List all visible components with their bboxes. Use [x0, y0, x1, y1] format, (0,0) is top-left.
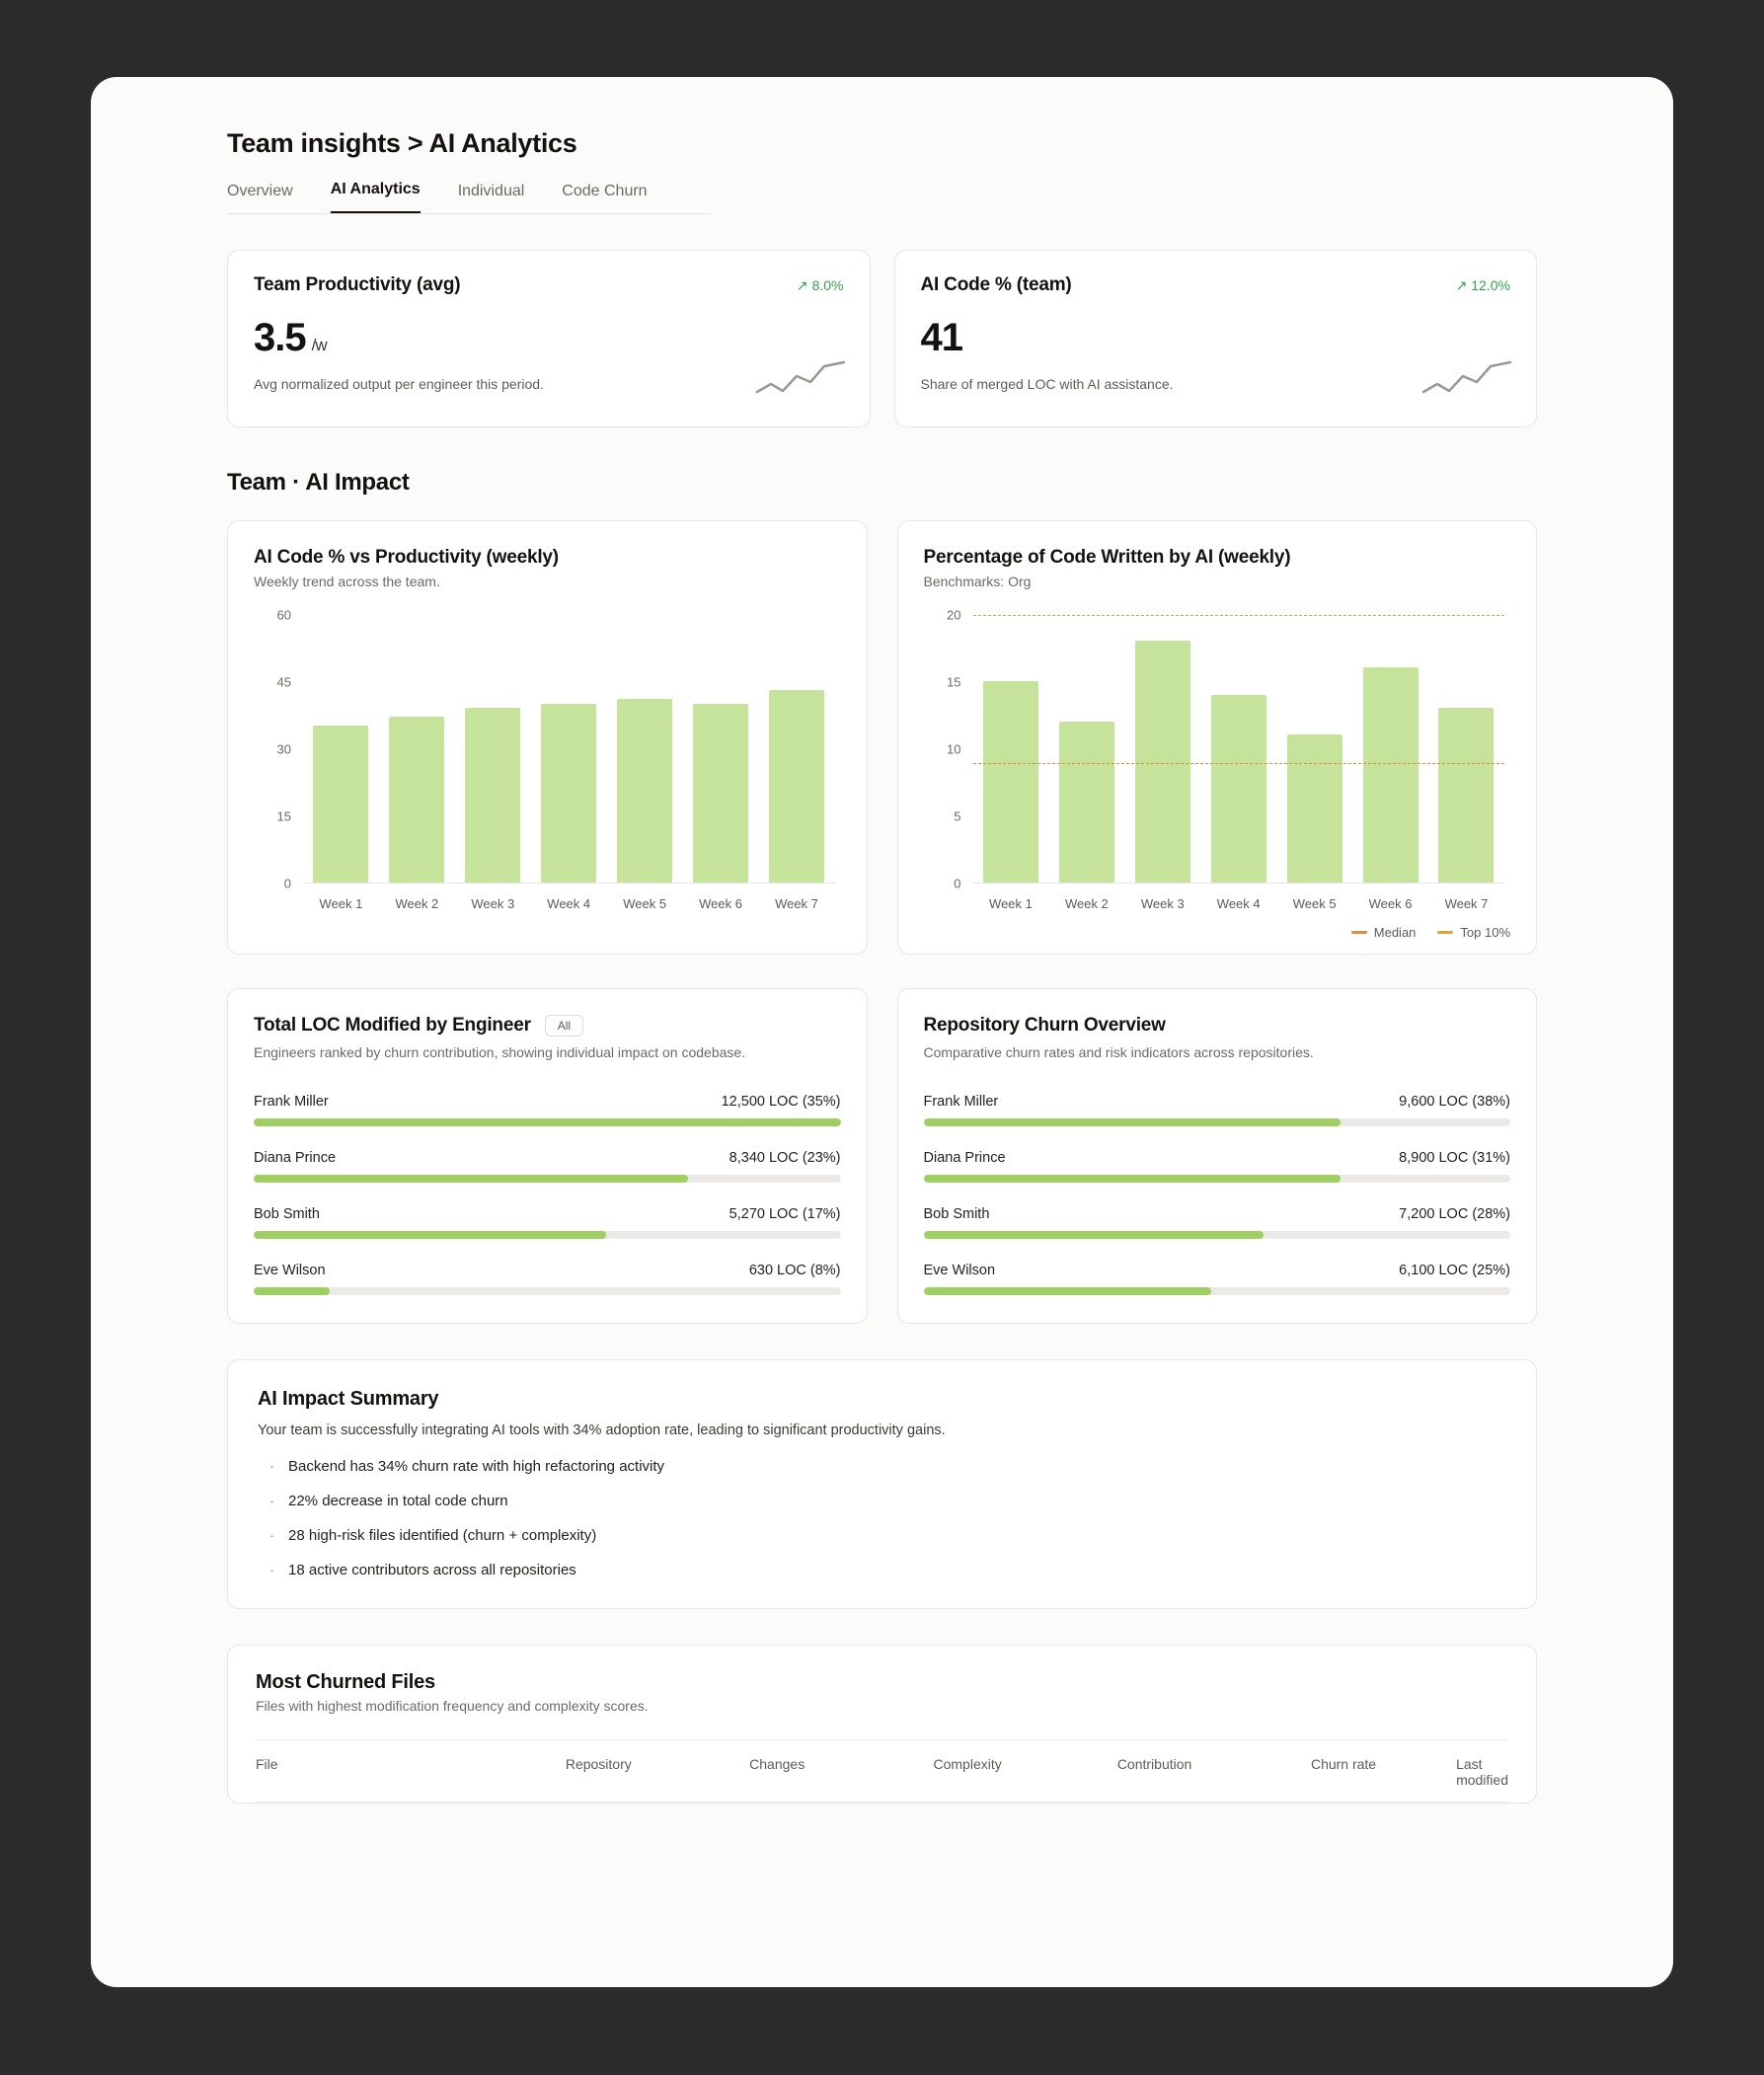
progress-fill [254, 1231, 606, 1239]
list-item-name: Eve Wilson [923, 1263, 996, 1278]
filter-chip-all[interactable]: All [545, 1015, 583, 1037]
list-item[interactable] [254, 1094, 841, 1126]
benchmark-line [973, 763, 1505, 764]
tab-bar [227, 181, 711, 214]
list-item-line [254, 1150, 841, 1166]
bar[interactable] [541, 704, 596, 883]
bar-column[interactable] [303, 615, 379, 883]
table-column-header[interactable]: Complexity [933, 1756, 1002, 1772]
y-axis-tick: 15 [276, 808, 291, 824]
kpi-value: 3.5 [254, 316, 306, 359]
list-item-name: Eve Wilson [254, 1263, 326, 1278]
list-item-line [254, 1094, 841, 1110]
section-title: Team · AI Impact [227, 469, 410, 496]
kpi-delta [797, 277, 844, 294]
legend-label: Top 10% [1460, 925, 1510, 940]
legend-item[interactable] [1351, 925, 1417, 940]
kpi-value: 41 [920, 316, 962, 359]
summary-bullet-text: Backend has 34% churn rate with high refactoring activity [288, 1458, 665, 1475]
ai-impact-summary-card [227, 1359, 1537, 1609]
kpi-subtitle: Share of merged LOC with AI assistance. [920, 376, 1174, 392]
kpi-header [254, 274, 844, 296]
bar[interactable] [1135, 641, 1190, 883]
loc-title: Total LOC Modified by Engineer [254, 1015, 531, 1036]
list-item-value: 8,900 LOC (31%) [1399, 1150, 1510, 1166]
summary-bullet [258, 1493, 1506, 1509]
most-churned-files-card [227, 1645, 1537, 1804]
y-axis-tick: 5 [954, 808, 961, 824]
list-item[interactable] [254, 1263, 841, 1295]
bar[interactable] [1287, 734, 1342, 883]
y-axis-tick: 20 [947, 607, 961, 623]
bar-column[interactable] [1276, 615, 1352, 883]
loc-list [924, 1094, 1511, 1295]
tab-overview[interactable]: Overview [227, 183, 293, 199]
bullet-dot-icon: · [269, 1527, 274, 1544]
bar[interactable] [1438, 708, 1494, 883]
bar-column[interactable] [531, 615, 607, 883]
table-wrap [91, 1645, 1673, 1804]
table-column-header[interactable]: Repository [565, 1756, 632, 1772]
page-title: Team insights > AI Analytics [227, 128, 577, 158]
y-axis-tick: 0 [283, 876, 291, 891]
progress-fill [254, 1287, 330, 1295]
kpi-delta-value: 8.0% [811, 277, 844, 293]
x-axis-label: Week 6 [1368, 896, 1413, 911]
kpi-title: Team Productivity (avg) [254, 274, 461, 295]
x-axis-label: Week 3 [1140, 896, 1185, 911]
x-axis-label: Week 2 [1064, 896, 1109, 911]
chart-plot-area [254, 607, 841, 921]
progress-track [254, 1175, 841, 1183]
legend-swatch-icon [1437, 931, 1453, 934]
progress-fill [924, 1231, 1265, 1239]
list-item-line [924, 1206, 1511, 1222]
bar-column[interactable] [759, 615, 835, 883]
kpi-value-block [921, 316, 1511, 360]
tab-code-churn[interactable]: Code Churn [562, 183, 648, 199]
loc-subtitle: Engineers ranked by churn contribution, showing individual impact on codebase. [254, 1044, 746, 1060]
progress-fill [924, 1287, 1211, 1295]
x-axis-label: Week 1 [319, 896, 363, 911]
y-axis-tick: 0 [954, 876, 961, 891]
summary-bullet-text: 22% decrease in total code churn [288, 1493, 508, 1509]
list-item[interactable] [254, 1150, 841, 1183]
legend-item[interactable] [1437, 925, 1510, 940]
kpi-card-ai-code-pct [894, 250, 1538, 427]
list-item-name: Diana Prince [923, 1150, 1006, 1166]
x-axis-label: Week 6 [699, 896, 742, 911]
kpi-card-team-productivity [227, 250, 871, 427]
list-item-name: Frank Miller [923, 1094, 999, 1110]
list-item[interactable] [924, 1206, 1511, 1239]
tab-individual[interactable]: Individual [457, 183, 525, 199]
bar-group [303, 615, 835, 884]
bar[interactable] [769, 690, 824, 883]
loc-row [91, 988, 1673, 1324]
x-axis-label: Week 3 [471, 896, 515, 911]
list-item-name: Frank Miller [254, 1094, 329, 1110]
app-window [91, 77, 1673, 1987]
summary-title: AI Impact Summary [258, 1388, 439, 1410]
x-axis-label: Week 7 [1444, 896, 1489, 911]
x-axis-label: Week 7 [775, 896, 818, 911]
summary-bullet [258, 1458, 1506, 1475]
table-header-row [256, 1739, 1508, 1803]
kpi-value-block [254, 316, 844, 360]
summary-bullets [258, 1458, 1506, 1578]
kpi-title: AI Code % (team) [920, 274, 1072, 295]
table-title: Most Churned Files [256, 1671, 435, 1693]
summary-bullet-text: 18 active contributors across all repositories [288, 1562, 576, 1578]
bar-column[interactable] [683, 615, 759, 883]
y-axis [254, 607, 299, 891]
kpi-unit: /w [311, 336, 327, 354]
table-column-header[interactable]: File [256, 1756, 278, 1772]
chart-card-pct-code-written-by-ai [897, 520, 1538, 955]
loc-list [254, 1094, 841, 1295]
bar[interactable] [1059, 722, 1114, 883]
chart-subtitle: Weekly trend across the team. [254, 574, 440, 589]
bullet-dot-icon: · [269, 1458, 274, 1475]
chart-card-ai-code-vs-productivity [227, 520, 868, 955]
progress-track [254, 1118, 841, 1126]
x-axis-labels [973, 896, 1505, 911]
y-axis-tick: 60 [276, 607, 291, 623]
trend-up-icon: ↗ [1455, 276, 1468, 293]
x-axis-label: Week 5 [1292, 896, 1337, 911]
y-axis-tick: 45 [276, 674, 291, 690]
chart-row [91, 520, 1673, 955]
x-axis-label: Week 5 [623, 896, 667, 911]
table-column-header[interactable]: Changes [749, 1756, 805, 1772]
sparkline-icon [1421, 358, 1512, 405]
loc-title: Repository Churn Overview [923, 1015, 1166, 1036]
kpi-delta [1456, 277, 1510, 294]
loc-subtitle: Comparative churn rates and risk indicators across repositories. [923, 1044, 1314, 1060]
summary-bullet [258, 1562, 1506, 1578]
bar-column[interactable] [607, 615, 683, 883]
list-item-value: 12,500 LOC (35%) [721, 1094, 841, 1110]
chart-title: Percentage of Code Written by AI (weekly) [923, 547, 1291, 568]
y-axis-tick: 10 [947, 741, 961, 757]
list-item-value: 8,340 LOC (23%) [729, 1150, 841, 1166]
progress-fill [254, 1175, 688, 1183]
table-column-header[interactable]: Contribution [1116, 1756, 1192, 1772]
progress-track [254, 1287, 841, 1295]
list-item[interactable] [924, 1094, 1511, 1126]
summary-bullet [258, 1527, 1506, 1544]
loc-card-repository-churn [897, 988, 1538, 1324]
progress-fill [924, 1118, 1341, 1126]
progress-track [924, 1231, 1511, 1239]
x-axis-label: Week 1 [989, 896, 1033, 911]
page-header [91, 128, 1673, 214]
page-content [91, 77, 1673, 1987]
benchmark-line [973, 615, 1505, 616]
legend-label: Median [1373, 925, 1417, 940]
summary-wrap [91, 1359, 1673, 1609]
bar[interactable] [465, 708, 520, 883]
bar-group [973, 615, 1505, 884]
bar-column[interactable] [1048, 615, 1124, 883]
bar[interactable] [693, 704, 748, 883]
bar-column[interactable] [455, 615, 531, 883]
bar-column[interactable] [1200, 615, 1276, 883]
list-item-line [924, 1263, 1511, 1278]
summary-bullet-text: 28 high-risk files identified (churn + complexity) [288, 1527, 597, 1544]
x-axis-label: Week 4 [1216, 896, 1261, 911]
bar[interactable] [389, 717, 444, 883]
bar[interactable] [1363, 667, 1419, 883]
list-item-value: 6,100 LOC (25%) [1399, 1263, 1510, 1278]
sparkline-icon [755, 358, 846, 405]
table-subtitle: Files with highest modification frequency and complexity scores. [256, 1698, 649, 1714]
bar-column[interactable] [379, 615, 455, 883]
legend-swatch-icon [1351, 931, 1367, 934]
chart-subtitle: Benchmarks: Org [923, 574, 1032, 589]
table-column-header[interactable]: Churn rate [1310, 1756, 1377, 1772]
list-item-name: Diana Prince [254, 1150, 337, 1166]
list-item-value: 9,600 LOC (38%) [1399, 1094, 1510, 1110]
progress-track [254, 1231, 841, 1239]
progress-fill [254, 1118, 841, 1126]
progress-track [924, 1287, 1511, 1295]
section-header [91, 469, 1673, 497]
chart-legend [1351, 925, 1510, 940]
list-item[interactable] [924, 1263, 1511, 1295]
list-item-value: 5,270 LOC (17%) [729, 1206, 841, 1222]
bullet-dot-icon: · [269, 1562, 274, 1578]
bar[interactable] [1211, 695, 1266, 883]
y-axis [924, 607, 969, 891]
trend-up-icon: ↗ [796, 276, 808, 293]
list-item-value: 7,200 LOC (28%) [1399, 1206, 1510, 1222]
progress-fill [924, 1175, 1341, 1183]
list-item-name: Bob Smith [923, 1206, 990, 1222]
list-item-line [254, 1206, 841, 1222]
x-axis-label: Week 4 [547, 896, 591, 911]
y-axis-tick: 30 [276, 741, 291, 757]
summary-lead: Your team is successfully integrating AI tools with 34% adoption rate, leading to significant productivity gains. [258, 1422, 946, 1438]
kpi-header [921, 274, 1511, 296]
bar-column[interactable] [1428, 615, 1504, 883]
loc-header [924, 1015, 1511, 1037]
chart-title: AI Code % vs Productivity (weekly) [254, 547, 559, 568]
list-item-value: 630 LOC (8%) [748, 1263, 841, 1278]
loc-header [254, 1015, 841, 1037]
y-axis-tick: 15 [947, 674, 961, 690]
chart-plot-area [924, 607, 1511, 921]
list-item[interactable] [254, 1206, 841, 1239]
list-item[interactable] [924, 1150, 1511, 1183]
kpi-row [91, 250, 1673, 427]
bar[interactable] [617, 699, 672, 883]
progress-track [924, 1175, 1511, 1183]
list-item-line [924, 1094, 1511, 1110]
kpi-delta-value: 12.0% [1471, 277, 1510, 293]
tab-ai-analytics[interactable]: AI Analytics [331, 181, 421, 213]
table-column-header[interactable]: Last modified [1456, 1756, 1508, 1788]
loc-card-engineers [227, 988, 868, 1324]
x-axis-label: Week 2 [395, 896, 439, 911]
bar-column[interactable] [1124, 615, 1200, 883]
bar[interactable] [313, 726, 368, 883]
kpi-subtitle: Avg normalized output per engineer this period. [254, 376, 544, 392]
list-item-line [924, 1150, 1511, 1166]
bar-column[interactable] [973, 615, 1049, 883]
list-item-line [254, 1263, 841, 1278]
bar-column[interactable] [1352, 615, 1428, 883]
x-axis-labels [303, 896, 835, 911]
bullet-dot-icon: · [269, 1493, 274, 1509]
progress-track [924, 1118, 1511, 1126]
list-item-name: Bob Smith [254, 1206, 320, 1222]
bar[interactable] [983, 681, 1038, 883]
